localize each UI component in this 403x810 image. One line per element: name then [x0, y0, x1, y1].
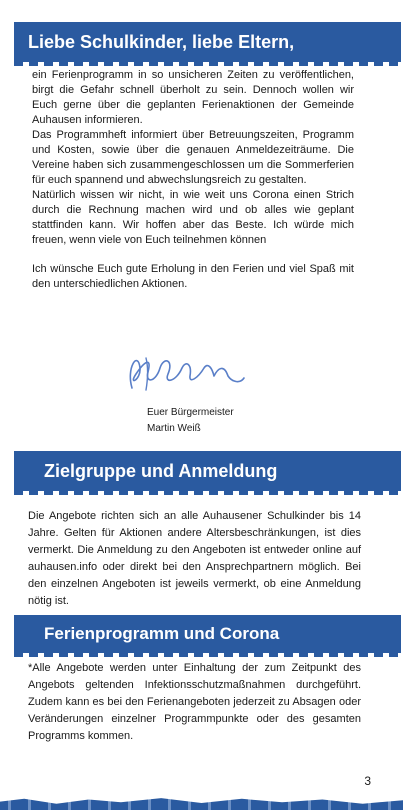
corona-heading: Ferienprogramm und Corona [14, 615, 401, 653]
zielgruppe-text: Die Angebote richten sich an alle Auhausener Schulkinder bis 14 Jahre. Gelten für Aktionen andere Altersbeschränkungen, ist dies vermerkt. Die Anmeldung zu den Angeboten ist entweder online auf auhausen.info oder direkt bei den Ansprechpartnern möglich. Bei den einzelnen Angeboten ist jeweils vermerkt, ob eine Anmeldung nötig ist. [28, 510, 361, 607]
greeting-paragraph-2: Das Programmheft informiert über Betreuungszeiten, Programm und Kosten, sowie über die genauen Anmeldezeiträume. Die Vereine haben sich zusammengeschlossen um die Sommerferien für euch spannend und abwechslungsreich zu gestalten. [32, 129, 354, 186]
greeting-paragraph-4: Ich wünsche Euch gute Erholung in den Ferien und viel Spaß mit den unterschiedlichen Aktionen. [32, 263, 354, 290]
signature-block [147, 405, 234, 437]
greeting-paragraph-1: ein Ferienprogramm in so unsicheren Zeiten zu veröffentlichen, birgt die Gefahr schnell überholt zu sein. Dennoch wollen wir Euch gerne über die geplanten Ferienaktionen der Gemeinde Auhausen informieren. [32, 69, 354, 126]
page-number: 3 [364, 774, 371, 788]
greeting-paragraph-3: Natürlich wissen wir nicht, in wie weit uns Corona einen Strich durch die Rechnung machen wird und ob alles wie geplant stattfinden kann. Wir hoffen aber das Beste. Ich würde mich freuen, wenn viele von Euch teilnehmen können [32, 189, 354, 246]
closing-role: Euer Bürgermeister [147, 407, 234, 418]
corona-text: *Alle Angebote werden unter Einhaltung der zum Zeitpunkt des Angebots geltenden Infektionsschutzmaßnahmen durchgeführt. Zudem kann es bei den Ferienangeboten jederzeit zu Absagen oder Veränderungen einzelner Programmpunkte oder des gesamten Programms kommen. [28, 662, 361, 742]
greeting-body [32, 68, 354, 292]
zielgruppe-heading: Zielgruppe und Anmeldung [14, 451, 401, 491]
greeting-heading: Liebe Schulkinder, liebe Eltern, [14, 22, 401, 62]
page-edge [0, 0, 10, 810]
signature-image [118, 338, 258, 402]
closing-name: Martin Weiß [147, 423, 201, 434]
bottom-decorative-border [0, 796, 403, 810]
